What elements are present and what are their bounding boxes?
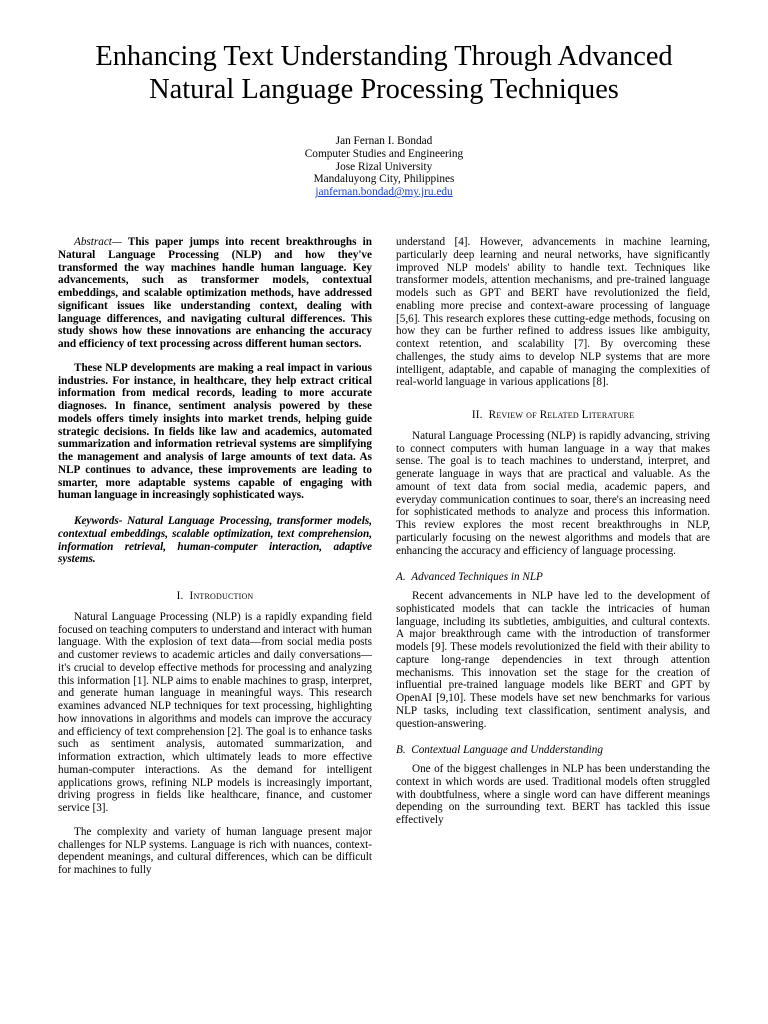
author-department: Computer Studies and Engineering xyxy=(304,147,464,160)
left-column xyxy=(58,236,372,877)
subsection-heading-b xyxy=(396,744,710,757)
abstract-paragraph xyxy=(58,236,372,351)
intro-paragraph-2: The complexity and variety of human language present major challenges for NLP systems. Language is rich with nuances, context-dependent meanings, and cultural differences, which can be difficult for machines to fully xyxy=(58,825,372,876)
subsection-title: Contextual Language and Undderstanding xyxy=(411,744,603,757)
subsection-a-paragraph: Recent advancements in NLP have led to the development of sophisticated models that can tackle the intricacies of human language, including its subtleties, ambiguities, and cultural contexts. A major breakthrough came with the introduction of transformer models [9]. These models revolutionized the field with their ability to capture long-range dependencies in text through attention mechanisms. This innovation set the stage for the creation of influential pre-trained language models like BERT and GPT by OpenAI [9,10]. These models have set new benchmarks for various NLP tasks, including text classification, sentiment analysis, and question-answering. xyxy=(396,590,710,730)
right-column xyxy=(396,236,710,827)
subsection-label: B. xyxy=(396,744,406,757)
review-paragraph-1: Natural Language Processing (NLP) is rapidly advancing, striving to connect computers with human language in a way that makes sense. The goal is to teach machines to understand, interpret, and generate language in ways that are practical and valuable. As the amount of text data from social media, academic papers, and everyday communication continues to soar, there's an increasing need for sophisticated methods to analyze and process this information. This review explores the most recent breakthroughs in NLP, particularly focusing on the newest algorithms and models that are enhancing the accuracy and efficiency of language processing. xyxy=(396,429,710,557)
section-title: Introduction xyxy=(189,590,254,602)
author-name: Jan Fernan I. Bondad xyxy=(335,135,433,147)
paper-title xyxy=(40,40,728,106)
author-block xyxy=(184,135,584,199)
keywords-text: Natural Language Processing, transformer models, contextual embeddings, scalable optimization, text comprehension, information retrieval, human-computer interaction, adaptive systems. xyxy=(58,515,372,566)
title-line-1: Enhancing Text Understanding Through Advanced xyxy=(95,41,673,72)
section-title: Review of Related Literature xyxy=(488,409,635,421)
abstract-label: Abstract— xyxy=(74,236,122,248)
keywords-label: Keywords- xyxy=(74,515,123,527)
keywords-paragraph xyxy=(58,515,372,566)
author-university: Jose Rizal University xyxy=(335,160,433,173)
intro-paragraph-2-continued: understand [4]. However, advancements in machine learning, particularly deep learning and neural networks, have significantly improved NLP models' ability to handle text. Techniques like transformer models, attention mechanisms, and pre-trained language models such as GPT and BERT have revolutionized the field, enabling more precise and context-aware processing of language [5,6]. This research explores these cutting-edge methods, focusing on how they can be further refined to address issues like ambiguity, context retention, and scalability [7]. By overcoming these challenges, the study aims to develop NLP systems that are more intelligent, adaptable, and capable of managing the complexities of real-world language in various applications [8]. xyxy=(396,236,710,389)
section-heading-review xyxy=(396,409,710,422)
subsection-label: A. xyxy=(396,571,406,584)
abstract-paragraph-2: These NLP developments are making a real impact in various industries. For instance, in healthcare, they help extract critical information from medical records, leading to more accurate diagnoses. In finance, sentiment analysis powered by these models offers timely insights into market trends, helping guide strategic decisions. In fields like law and academics, automated summarization and information retrieval systems are simplifying the management and analysis of large amounts of text data. As NLP continues to advance, these improvements are leading to smarter, more adaptable systems capable of engaging with human language in increasingly sophisticated ways. xyxy=(58,361,372,502)
section-number: I. xyxy=(176,590,184,602)
abstract-text: This paper jumps into recent breakthroughs in Natural Language Processing (NLP) and how they've transformed the way machines handle human language. Key advancements, such as transformer models, contextual embeddings, and scalable optimization methods, have addressed significant issues like understanding context, dealing with language differences, and navigating cultural differences. This study shows how these innovations are enhancing the accuracy and efficiency of text processing across different human sectors. xyxy=(58,236,372,350)
subsection-b-paragraph: One of the biggest challenges in NLP has been understanding the context in which words are used. Traditional models often struggled with doubtfulness, where a single word can have different meanings depending on the surrounding text. BERT has tackled this issue effectively xyxy=(396,763,710,826)
subsection-heading-a xyxy=(396,571,710,584)
subsection-title: Advanced Techniques in NLP xyxy=(411,571,543,584)
section-number: II. xyxy=(471,409,483,421)
title-line-2: Natural Language Processing Techniques xyxy=(149,74,619,105)
author-location: Mandaluyong City, Philippines xyxy=(313,173,455,186)
author-email-link[interactable]: janfernan.bondad@my.jru.edu xyxy=(315,186,453,199)
section-heading-introduction xyxy=(58,590,372,603)
intro-paragraph-1: Natural Language Processing (NLP) is a rapidly expanding field focused on teaching computers to understand and interact with human language. With the explosion of text data—from social media posts and customer reviews to academic articles and daily conversations—it's crucial to develop effective methods for processing and analyzing this information [1]. NLP aims to enable machines to grasp, interpret, and generate human language in meaningful ways. This research examines advanced NLP techniques for text processing, highlighting how innovations in algorithms and models can improve the accuracy and efficiency of text comprehension [2]. The goal is to enhance tasks such as sentiment analysis, automated summarization, and information extraction, which ultimately leads to more effective human-computer interactions. As the demand for intelligent applications grows, refining NLP models is increasingly important, driving progress in fields like healthcare, finance, and customer service [3]. xyxy=(58,610,372,814)
